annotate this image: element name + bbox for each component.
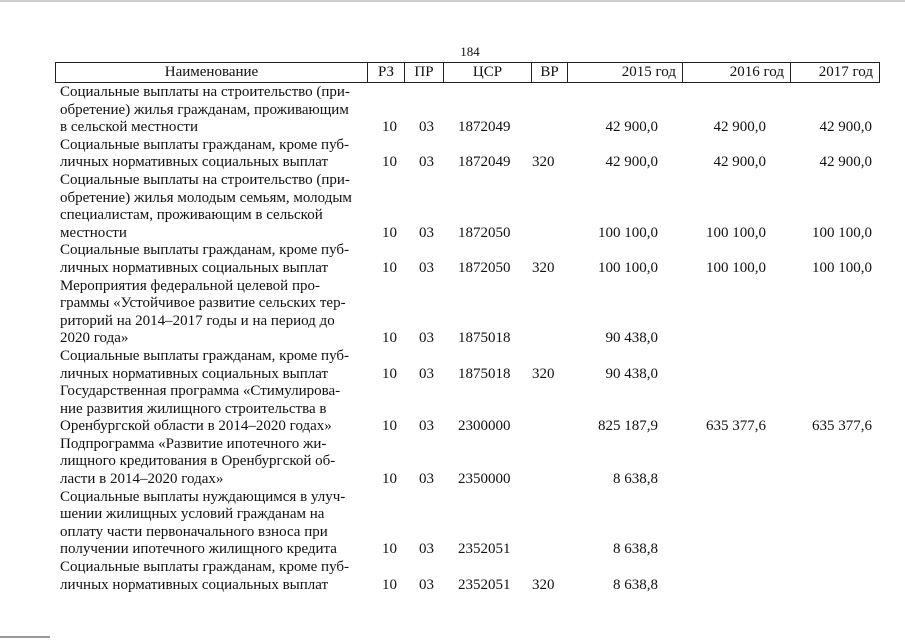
row-rz: 10 — [382, 330, 397, 347]
row-pr: 03 — [419, 154, 434, 171]
row-pr: 03 — [419, 365, 434, 382]
row-vr: 320 — [532, 365, 555, 382]
row-2017: 100 100,0 — [812, 224, 872, 241]
row-pr: 03 — [419, 224, 434, 241]
row-csr: 2352051 — [458, 541, 511, 558]
row-rz: 10 — [382, 154, 397, 171]
row-csr: 1875018 — [458, 330, 511, 347]
row-2015: 825 187,9 — [598, 418, 658, 435]
column-header-csr: ЦСР — [444, 63, 532, 82]
row-vr: 320 — [532, 576, 555, 593]
row-name: Социальные выплаты нуждающимся в улуч- шении жилищных условий гражданам на оплату части первоначального взноса при получении ипотечного жилищного кредита — [60, 488, 346, 558]
table-row — [60, 348, 890, 383]
column-header-2016: 2016 год — [683, 63, 791, 82]
row-csr: 1872050 — [458, 259, 511, 276]
row-2015: 90 438,0 — [605, 365, 658, 382]
table-row — [60, 383, 890, 436]
row-name: Социальные выплаты на строительство (при- обретение) жилья гражданам, проживающим в сельской местности — [60, 84, 350, 136]
row-pr: 03 — [419, 471, 434, 488]
row-rz: 10 — [382, 576, 397, 593]
row-2017: 100 100,0 — [812, 259, 872, 276]
table-row — [60, 242, 890, 277]
row-2017: 42 900,0 — [819, 119, 872, 136]
table-row — [60, 278, 890, 348]
row-csr: 2350000 — [458, 471, 511, 488]
row-csr: 1875018 — [458, 365, 511, 382]
row-name: Социальные выплаты гражданам, кроме пуб- личных нормативных социальных выплат — [60, 347, 350, 382]
row-rz: 10 — [382, 259, 397, 276]
table-body — [60, 84, 890, 594]
row-pr: 03 — [419, 576, 434, 593]
row-pr: 03 — [419, 418, 434, 435]
row-rz: 10 — [382, 541, 397, 558]
row-2016: 42 900,0 — [713, 119, 766, 136]
row-name: Государственная программа «Стимулирова- ние развития жилищного строительства в Оренбургской области в 2014–2020 годах» — [60, 383, 341, 435]
column-header-name: Наименование — [56, 63, 368, 82]
row-csr: 2352051 — [458, 576, 511, 593]
row-2015: 42 900,0 — [605, 119, 658, 136]
row-rz: 10 — [382, 224, 397, 241]
row-csr: 1872049 — [458, 154, 511, 171]
row-2016: 635 377,6 — [706, 418, 766, 435]
column-header-2017: 2017 год — [818, 64, 873, 80]
row-2016: 100 100,0 — [706, 224, 766, 241]
scan-bottom-mark — [0, 636, 50, 638]
table-row — [60, 84, 890, 137]
row-csr: 2300000 — [458, 418, 511, 435]
column-header-2015: 2015 год — [568, 63, 683, 82]
table-row — [60, 436, 890, 489]
row-2015: 42 900,0 — [605, 154, 658, 171]
row-2016: 100 100,0 — [706, 259, 766, 276]
row-vr: 320 — [532, 259, 555, 276]
table-row — [60, 172, 890, 242]
row-vr: 320 — [532, 154, 555, 171]
row-2015: 8 638,8 — [613, 576, 658, 593]
row-2017: 635 377,6 — [812, 418, 872, 435]
row-name: Социальные выплаты гражданам, кроме пуб- личных нормативных социальных выплат — [60, 136, 350, 171]
row-pr: 03 — [419, 541, 434, 558]
row-pr: 03 — [419, 119, 434, 136]
column-header-vr: ВР — [532, 63, 568, 82]
row-2016: 42 900,0 — [713, 154, 766, 171]
row-name: Социальные выплаты гражданам, кроме пуб- личных нормативных социальных выплат — [60, 559, 350, 593]
row-rz: 10 — [382, 418, 397, 435]
row-2015: 8 638,8 — [613, 471, 658, 488]
column-header-pr: ПР — [405, 63, 444, 82]
row-name: Социальные выплаты гражданам, кроме пуб- личных нормативных социальных выплат — [60, 242, 350, 276]
row-rz: 10 — [382, 119, 397, 136]
table-row — [60, 489, 890, 559]
row-2015: 8 638,8 — [613, 541, 658, 558]
table-row — [60, 559, 890, 594]
scan-top-edge — [0, 0, 905, 2]
row-2017: 42 900,0 — [819, 154, 872, 171]
row-csr: 1872049 — [458, 119, 511, 136]
row-pr: 03 — [419, 330, 434, 347]
row-name: Социальные выплаты на строительство (при- обретение) жилья молодым семьям, молодым специалистам, проживающим в сельской местности — [60, 171, 352, 241]
column-header-rz: РЗ — [368, 63, 405, 82]
table-header — [55, 62, 880, 83]
table-row — [60, 137, 890, 172]
row-csr: 1872050 — [458, 224, 511, 241]
row-2015: 100 100,0 — [598, 259, 658, 276]
row-2015: 100 100,0 — [598, 224, 658, 241]
row-name: Мероприятия федеральной целевой про- граммы «Устойчивое развитие сельских тер- риторий на 2014–2017 годы и на период до 2020 года» — [60, 277, 346, 347]
row-name: Подпрограмма «Развитие ипотечного жи- лищного кредитования в Оренбургской об- ласти в 2014–2020 годах» — [60, 435, 336, 488]
row-rz: 10 — [382, 365, 397, 382]
row-pr: 03 — [419, 259, 434, 276]
page-number: 184 — [460, 44, 480, 59]
row-2015: 90 438,0 — [605, 330, 658, 347]
row-rz: 10 — [382, 471, 397, 488]
